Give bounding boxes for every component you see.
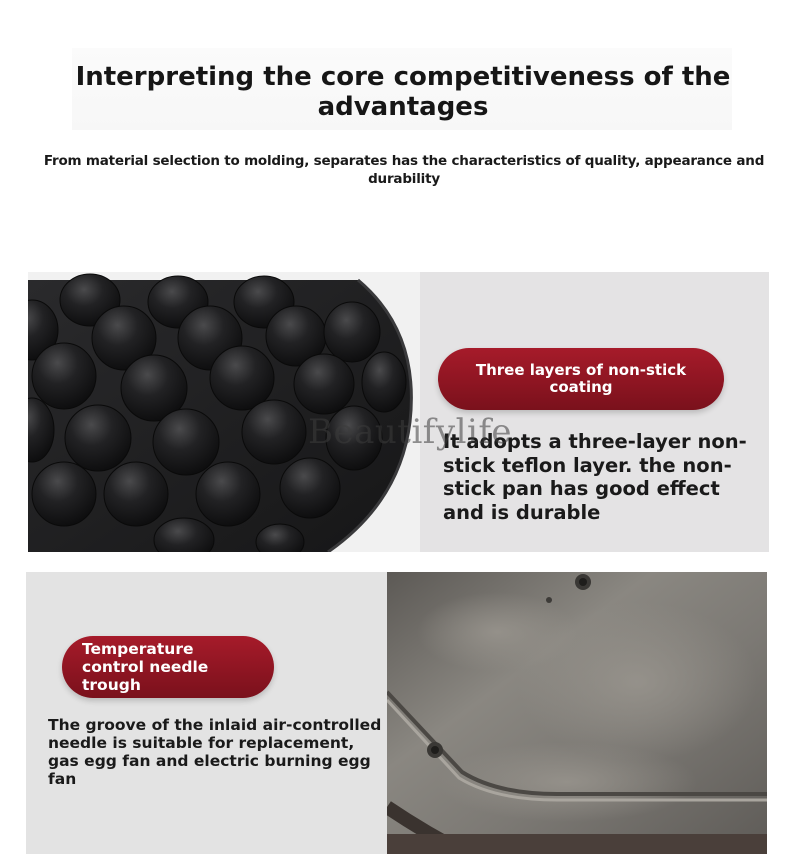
pan-underside-image [387, 572, 767, 854]
feature-panel-needle-trough [26, 572, 767, 854]
page-title: Interpreting the core competitiveness of the advantages [75, 62, 731, 122]
needle-trough-description: The groove of the inlaid air-controlled needle is suitable for replacement, gas egg fan and electric burning egg fan [48, 716, 382, 788]
badge-temperature-label: Temperature control needle trough [82, 640, 209, 694]
page-subtitle: From material selection to molding, separates has the characteristics of quality, appearance and durability [43, 153, 765, 187]
badge-temperature-control [62, 636, 274, 698]
watermark-text: Beautifylife [308, 412, 513, 452]
badge-nonstick-coating [438, 348, 724, 410]
nonstick-description: It adopts a three-layer non-stick teflon layer. the non-stick pan has good effect and is durable [443, 430, 747, 524]
pan-underside-photo [387, 572, 767, 854]
badge-nonstick-label: Three layers of non-stick coating [475, 361, 687, 396]
